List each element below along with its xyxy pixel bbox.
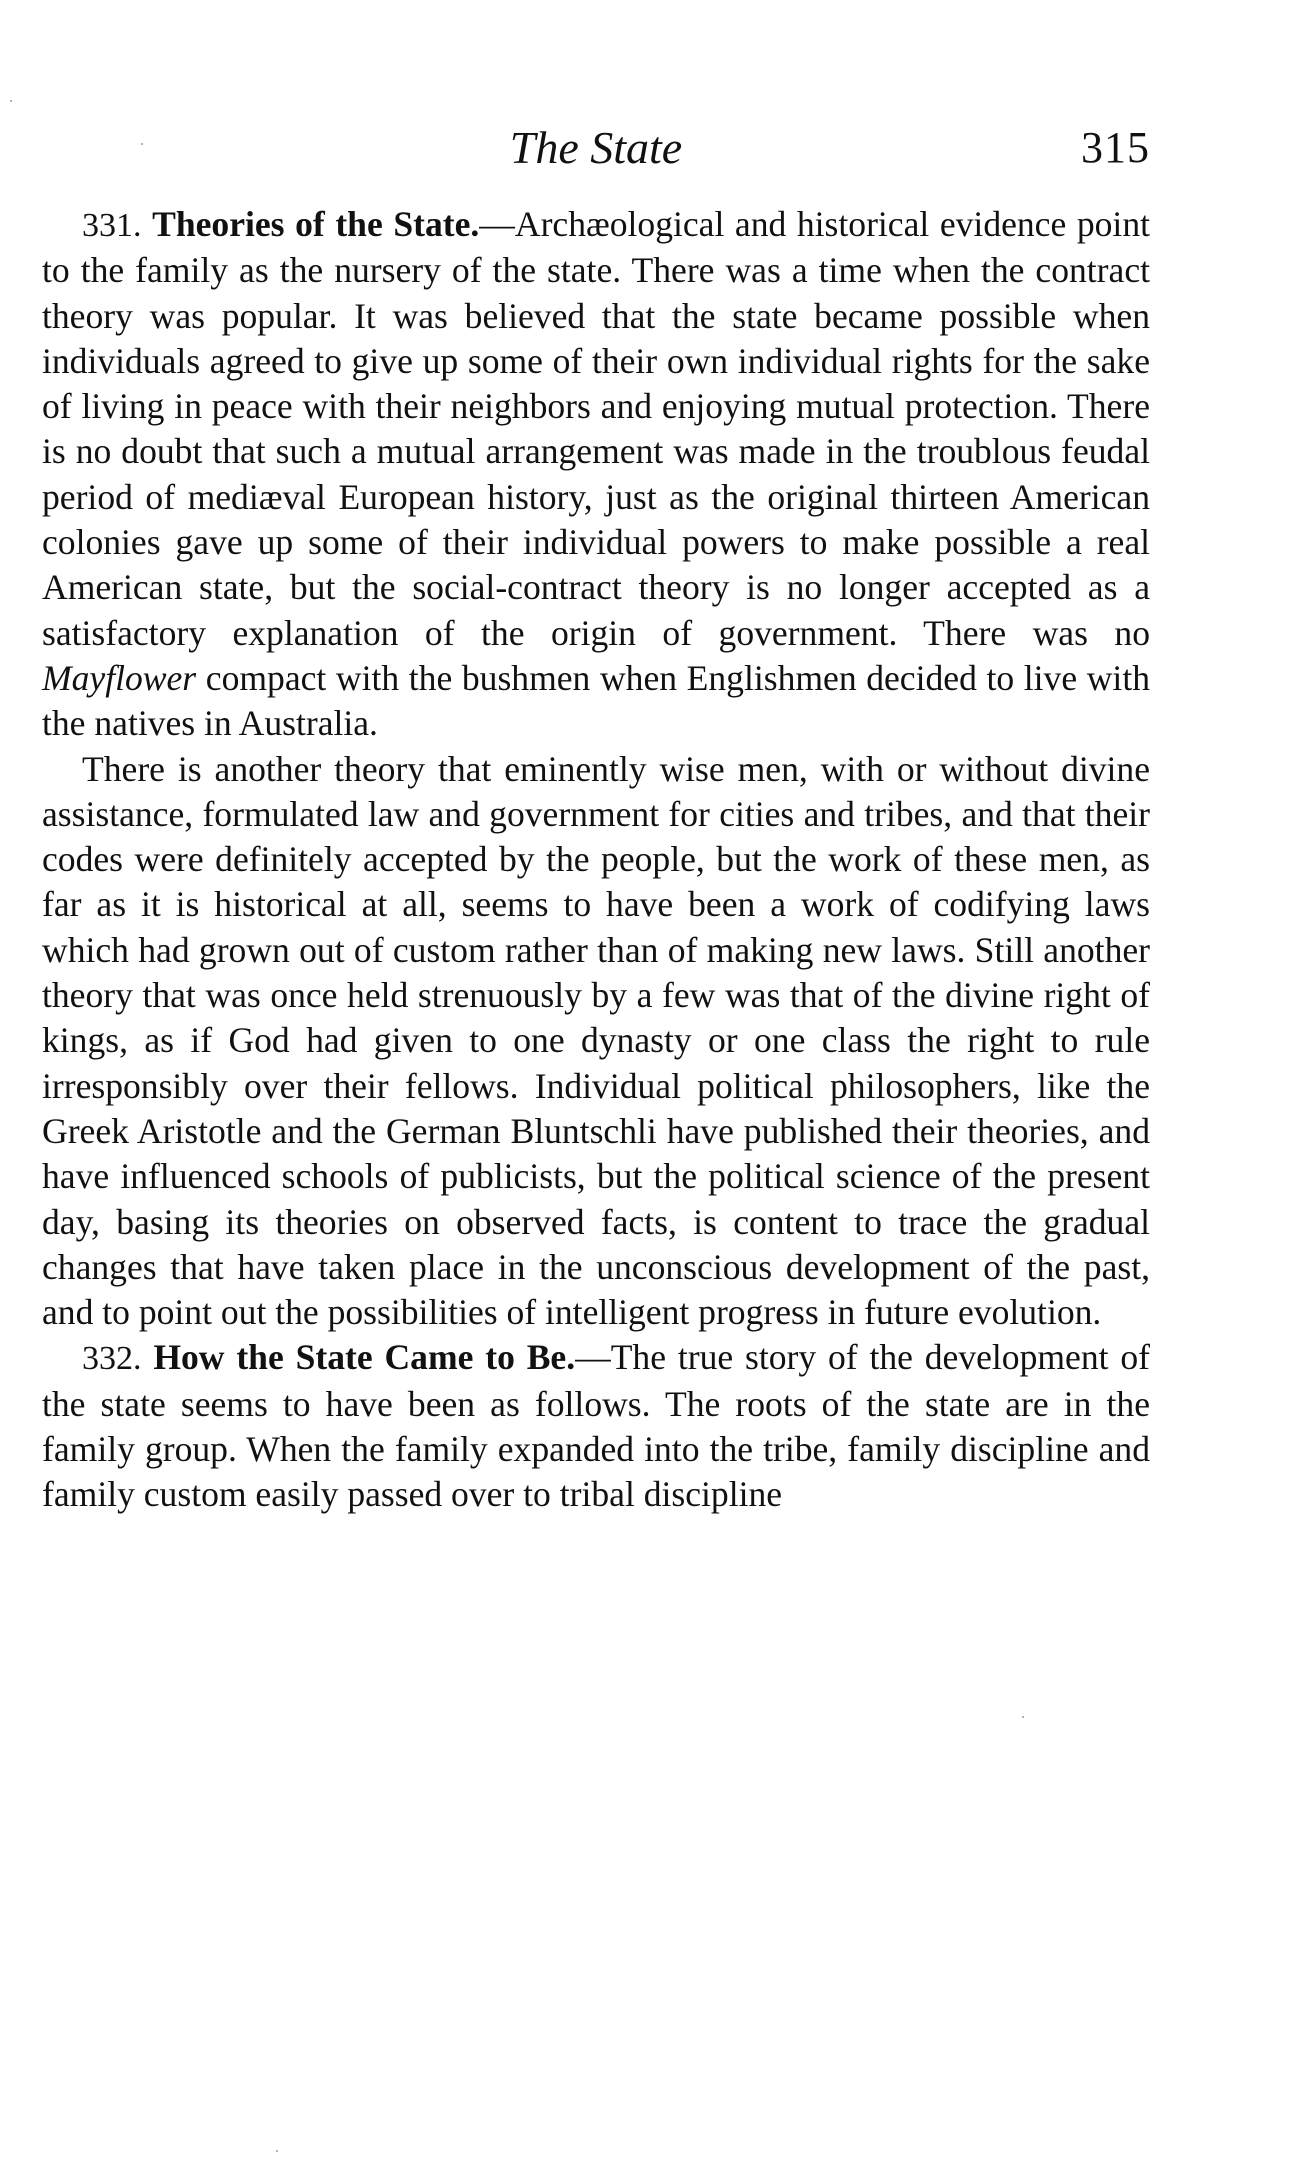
paper-speck xyxy=(10,100,12,102)
page-number: 315 xyxy=(1081,123,1150,172)
paragraph-text: —The true story of the development of the state seems to have been as follows. The roots of the state are in the family group. When the family expanded into the tribe, family discipline and family custom easily passed over to tribal discipline xyxy=(42,1337,1150,1515)
section-title: How the State Came to Be. xyxy=(153,1337,576,1378)
book-page xyxy=(42,118,1150,1518)
section-title: Theories of the State. xyxy=(152,204,480,244)
section-331-paragraph-2 xyxy=(42,747,1150,1336)
running-title: The State xyxy=(509,122,683,173)
running-head xyxy=(42,118,1150,188)
section-331-paragraph-1 xyxy=(42,202,1150,747)
paper-speck xyxy=(1022,1716,1024,1718)
paper-speck xyxy=(276,2150,278,2152)
paragraph-text: There is another theory that eminently wise men, with or without divine assistance, formulated law and government for cities and tribes, and that their codes were definitely accepted by the people, but the work of these men, as far as it is historical at all, seems to have been a work of codifying laws which had grown out of custom rather than of making new laws. Still another theory that was once held strenuously by a few was that of the divine right of kings, as if God had given to one dynasty or one class the right to rule irresponsibly over their fellows. Individual political philosophers, like the Greek Aristotle and the German Bluntschli have published their theories, and have influenced schools of publicists, but the political science of the present day, basing its theories on observed facts, is content to trace the gradual changes that have taken place in the unconscious development of the past, and to point out the possibilities of intelligent progress in future evolution. xyxy=(42,748,1150,1333)
section-number: 332. xyxy=(82,1340,142,1378)
paragraph-text: —Archæological and historical evidence point to the family as the nursery of the state. There was a time when the contract theory was popular. It was believed that the state became possible when individuals agreed to give up some of their own individual rights for the sake of living in peace with their neighbors and enjoying mutual protection. There is no doubt that such a mutual arrangement was made in the troublous feudal period of mediæval European history, just as the original thirteen American colonies gave up some of their individual powers to make possible a real American state, but the social-contract theory is no longer accepted as a satisfactory explanation of the origin of government. There was no xyxy=(42,204,1150,653)
section-332-paragraph-1 xyxy=(42,1335,1150,1517)
section-number: 331. xyxy=(82,207,142,244)
paragraph-text: compact with the bushmen when Englishmen decided to live with the natives in Australia. xyxy=(42,657,1150,744)
italic-term: Mayflower xyxy=(42,657,197,698)
